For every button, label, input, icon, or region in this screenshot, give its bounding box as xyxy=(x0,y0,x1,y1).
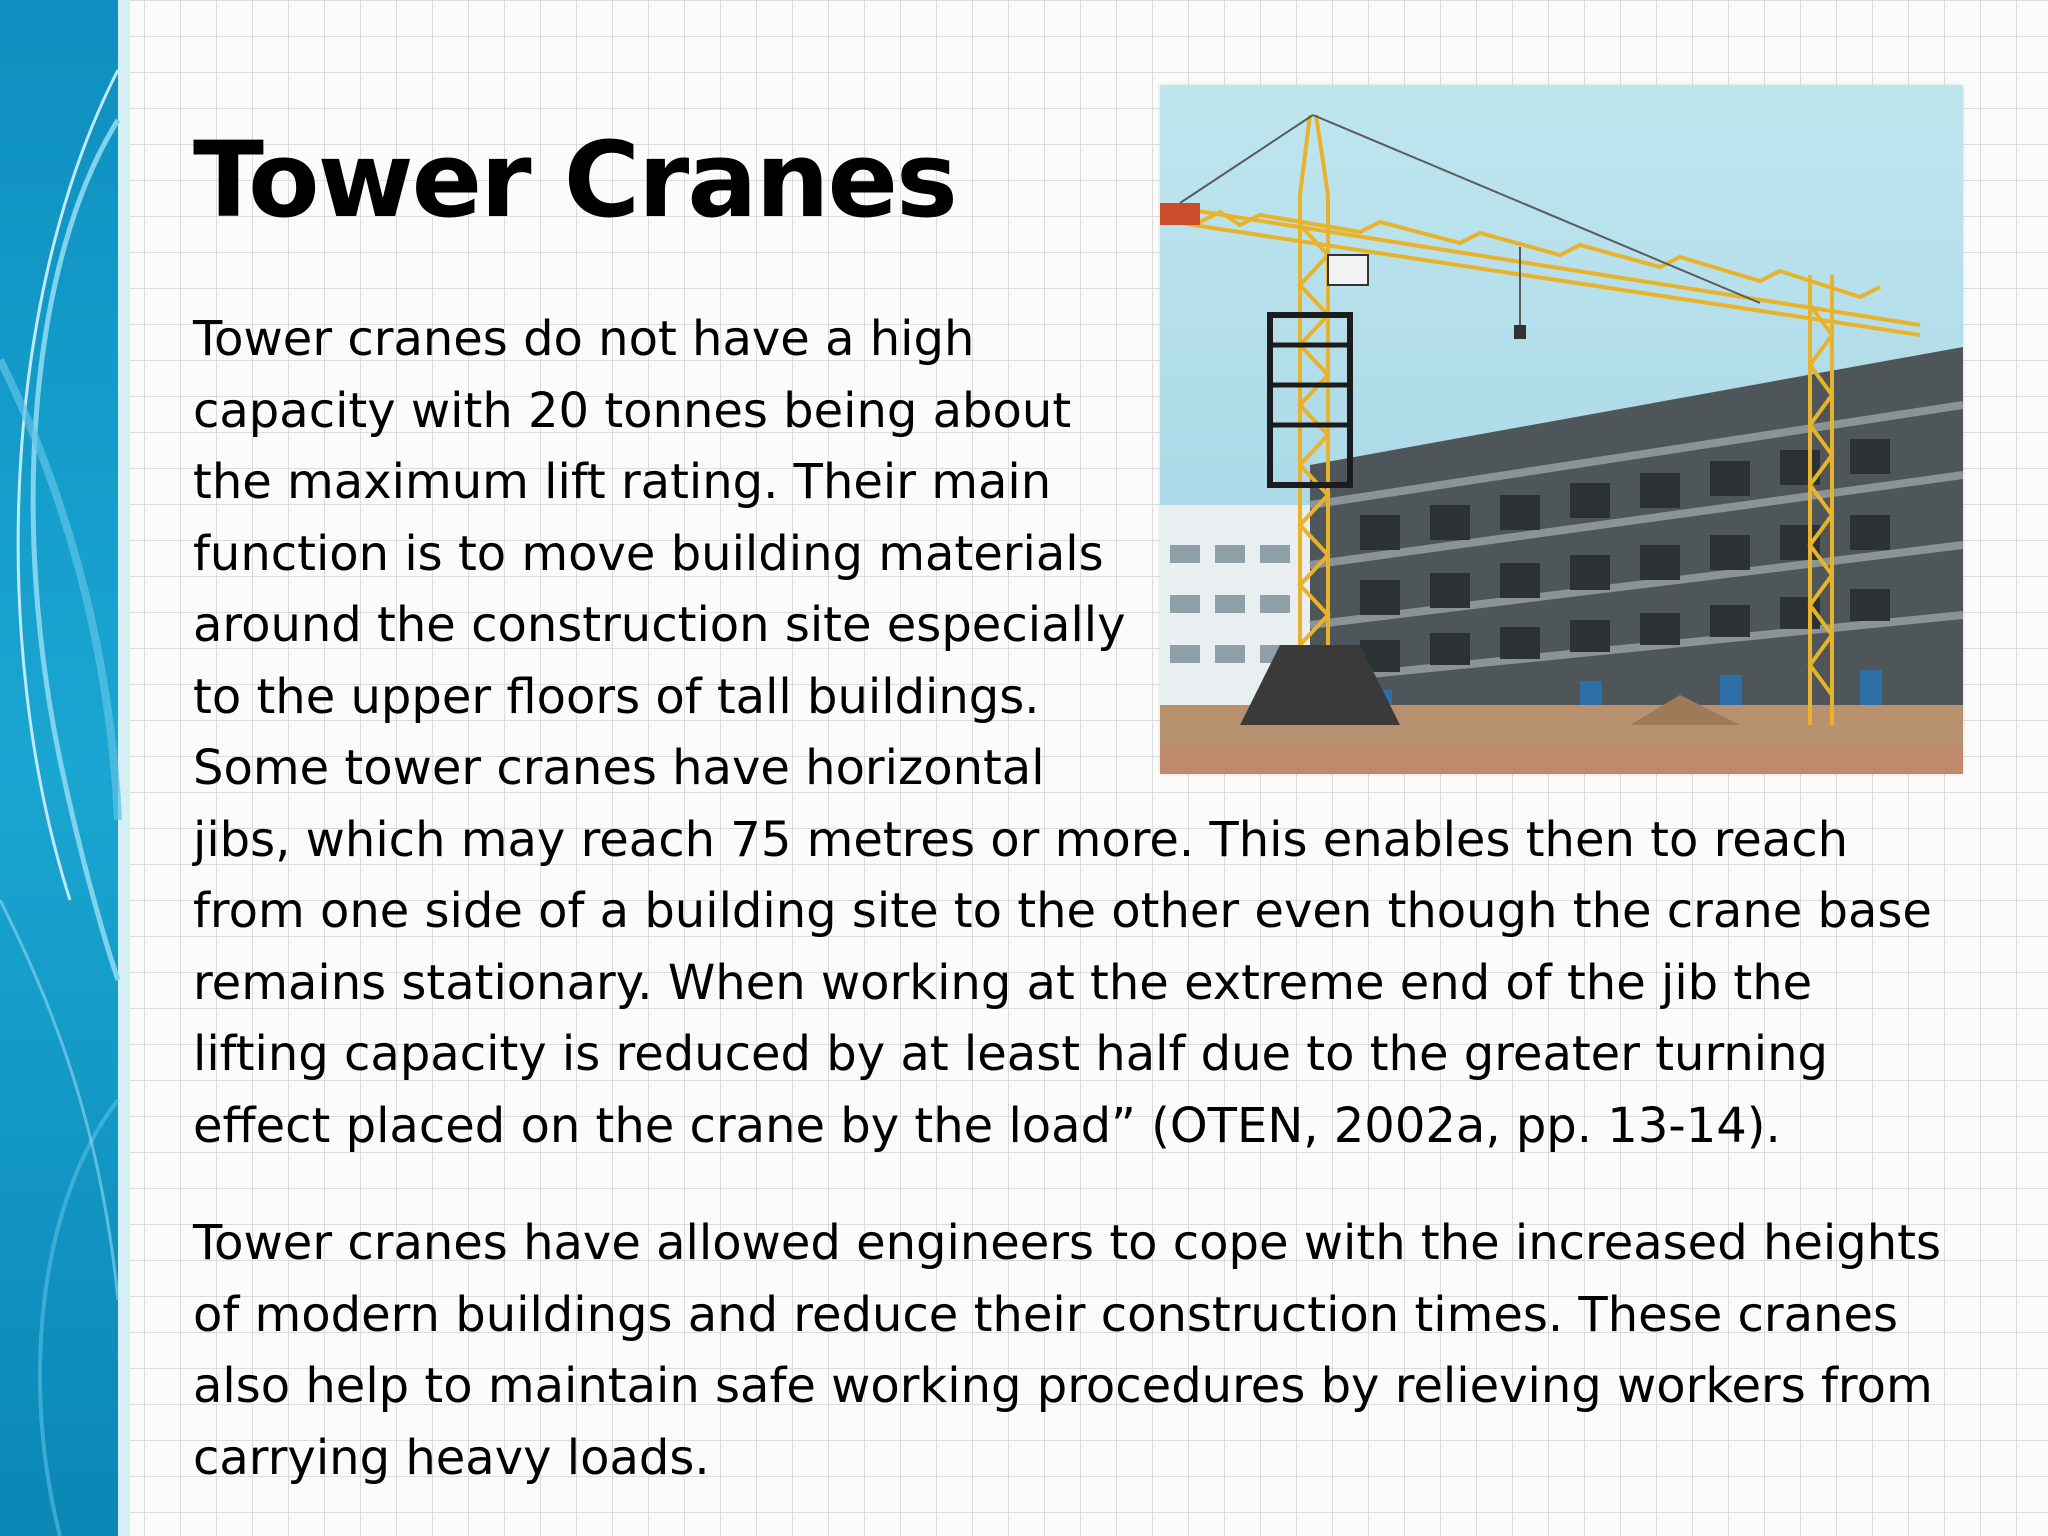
paragraph-1-line: function is to move building materials xyxy=(193,525,1104,582)
paragraph-1-line: Tower cranes do not have a high xyxy=(193,311,975,367)
paragraph-2-line: carrying heavy loads. xyxy=(193,1429,710,1486)
paragraph-2-line: also help to maintain safe working procedures by relieving workers from xyxy=(193,1358,1933,1414)
slide-title: Tower Cranes xyxy=(193,119,956,241)
paragraph-1-line: Some tower cranes have horizontal xyxy=(193,740,1045,796)
paragraph-2-line: of modern buildings and reduce their construction times. These cranes xyxy=(193,1286,1898,1343)
paragraph-1-line: capacity with 20 tonnes being about xyxy=(193,382,1072,439)
paragraph-spacer xyxy=(193,1162,1983,1208)
paragraph-1-line: effect placed on the crane by the load” (OTEN, 2002a, pp. 13-14). xyxy=(193,1097,1781,1154)
paragraph-1-line: from one side of a building site to the other even though the crane base xyxy=(193,883,1932,939)
paragraph-1-line: remains stationary. When working at the extreme end of the jib the xyxy=(193,954,1813,1011)
body-text xyxy=(193,304,1983,1494)
paragraph-1-line: jibs, which may reach 75 metres or more. This enables then to reach xyxy=(193,811,1849,868)
paragraph-1-line: to the upper floors of tall buildings. xyxy=(193,668,1040,725)
blue-swirl-icon xyxy=(0,0,130,1536)
paragraph-1-line: lifting capacity is reduced by at least half due to the greater turning xyxy=(193,1026,1828,1082)
paragraph-2-line: Tower cranes have allowed engineers to cope with the increased heights xyxy=(193,1215,1941,1271)
decorative-side-band xyxy=(0,0,130,1536)
paragraph-1-line: the maximum lift rating. Their main xyxy=(193,454,1052,510)
paragraph-1-line: around the construction site especially xyxy=(193,597,1126,653)
